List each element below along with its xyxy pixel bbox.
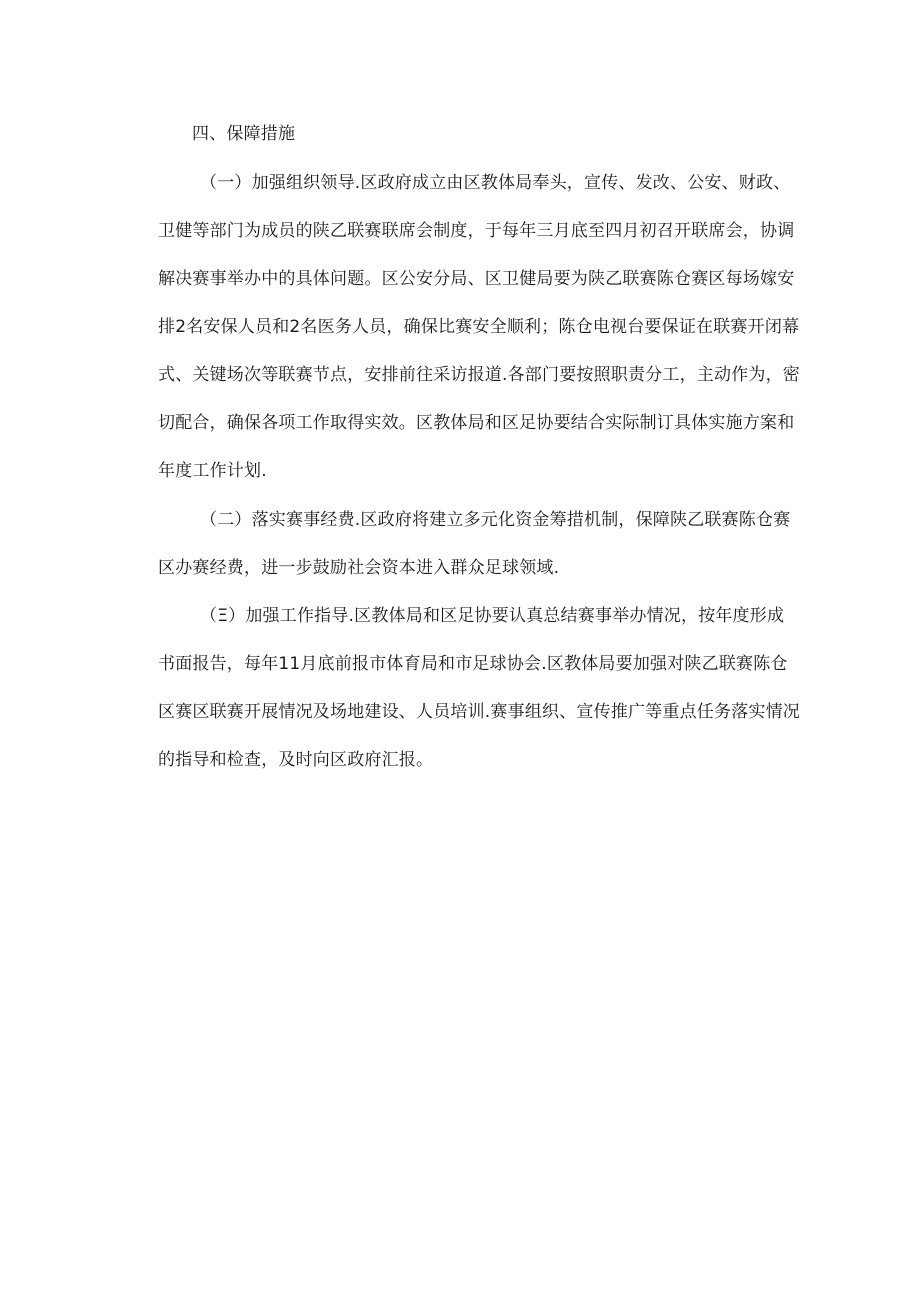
paragraph-line: 区办赛经费，进一步鼓励社会资本进入群众足球领域.	[158, 558, 560, 578]
paragraph-line: 解决赛事举办中的具体问题。区公安分局、区卫健局要为陕乙联赛陈仓赛区每场嫁安	[158, 269, 795, 289]
paragraph-line: 式、关键场次等联赛节点，安排前往采访报道.各部门要按照职责分工，主动作为，密	[158, 365, 801, 385]
section-heading: 四、保障措施	[192, 124, 296, 144]
paragraph-line: 书面报告，每年11月底前报市体育局和市足球协会.区教体局要加强对陕乙联赛陈仓	[158, 654, 788, 674]
paragraph-line: 年度工作计划.	[158, 461, 267, 481]
paragraph-line: （一）加强组织领导.区政府成立由区教体局奉头，宣传、发改、公安、财政、	[200, 173, 791, 193]
paragraph-line: 卫健等部门为成员的陕乙联赛联席会制度，于每年三月底至四月初召开联席会，协调	[158, 221, 795, 241]
paragraph-line: （Ξ）加强工作指导.区教体局和区足协要认真总结赛事举办情况，按年度形成	[200, 606, 785, 626]
paragraph-line: 的指导和检查，及时向区政府汇报。	[158, 750, 434, 770]
paragraph-line: 区赛区联赛开展情况及场地建设、人员培训.赛事组织、宣传推广等重点任务落实情况	[158, 702, 801, 722]
paragraph-line: 切配合，确保各项工作取得实效。区教体局和区足协要结合实际制订具体实施方案和	[158, 413, 795, 433]
paragraph-line: 排2名安保人员和2名医务人员，确保比赛安全顺利；陈仓电视台要保证在联赛开闭幕	[158, 317, 800, 337]
paragraph-line: （二）落实赛事经费.区政府将建立多元化资金筹措机制，保障陕乙联赛陈仓赛	[200, 510, 791, 530]
